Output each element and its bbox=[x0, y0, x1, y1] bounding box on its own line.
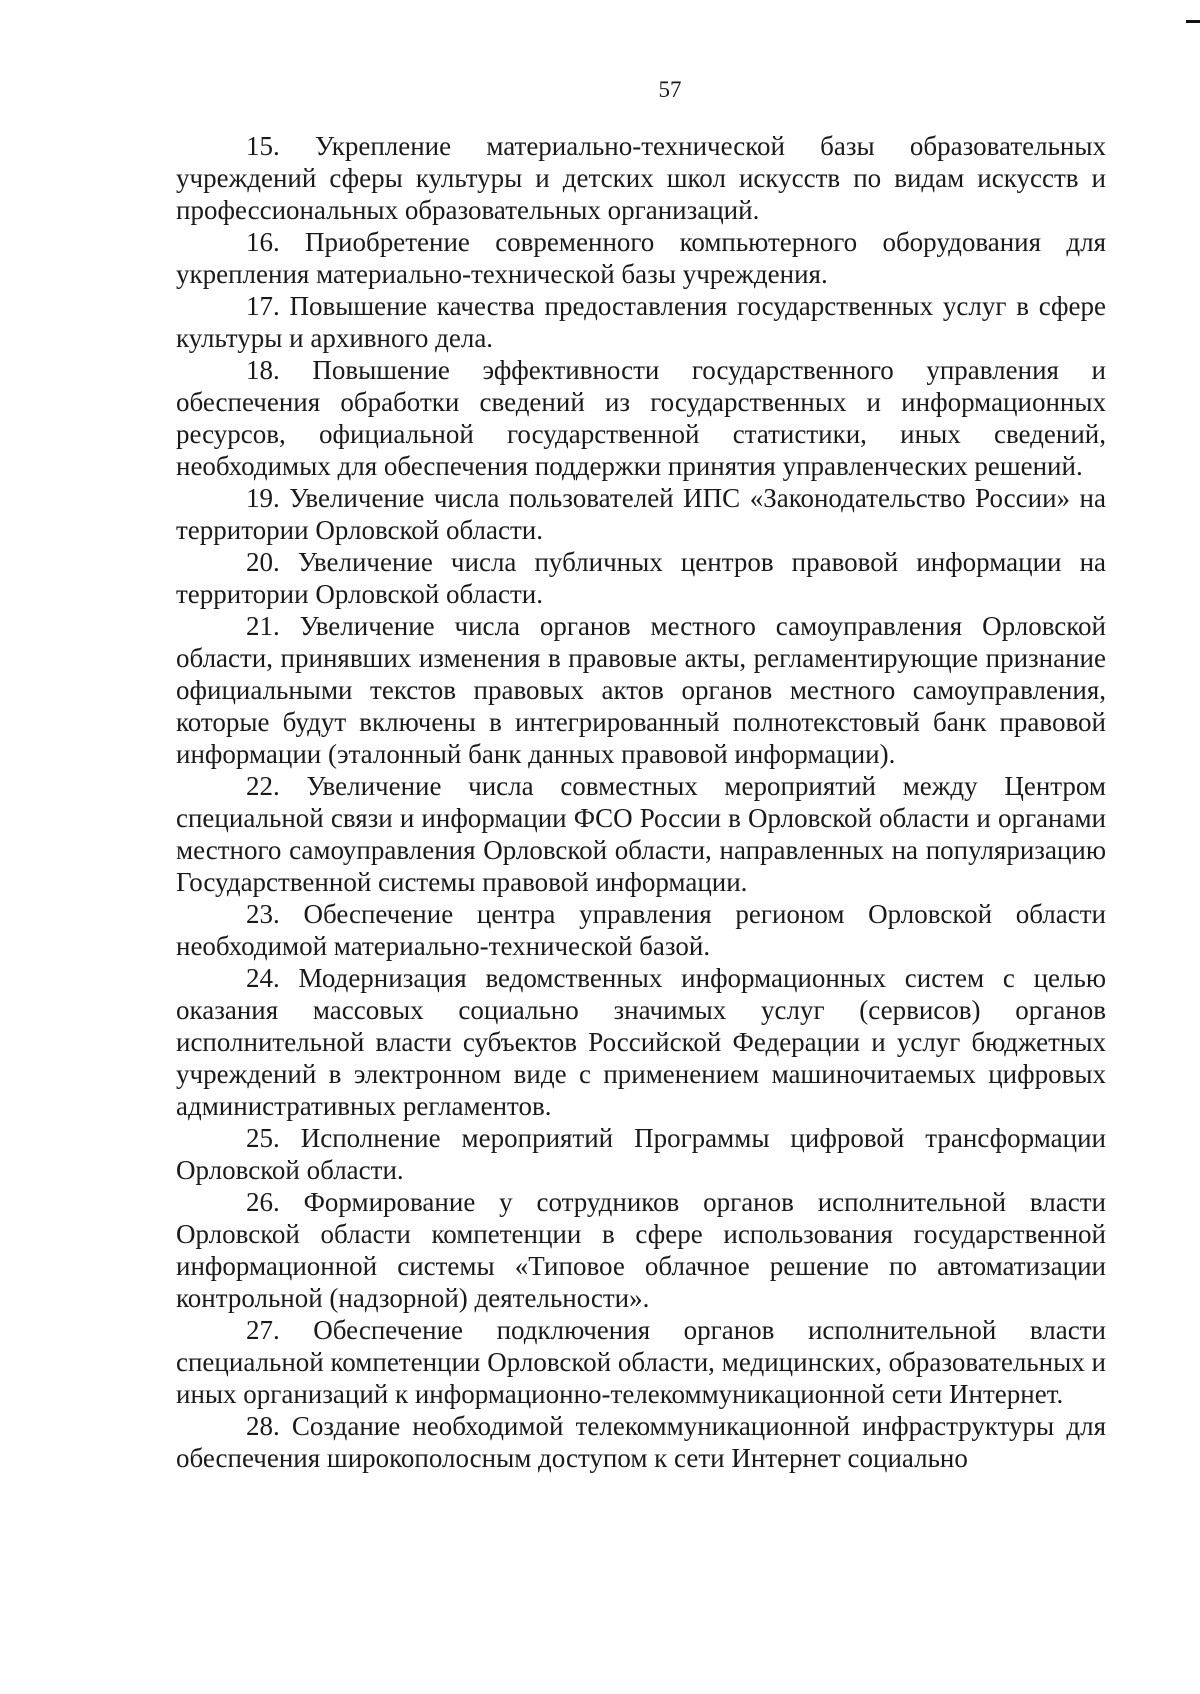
list-item-18: 18. Повышение эффективности государственного управления и обеспечения обработки сведений из государственных и информационных ресурсов, официальной государственной статистики, иных сведений, необходимых для обеспечения поддержки принятия управленческих решений. bbox=[176, 355, 1106, 481]
list-item-15: 15. Укрепление материально-технической базы образовательных учреждений сферы культуры и детских школ искусств по видам искусств и профессиональных образовательных организаций. bbox=[176, 131, 1106, 225]
list-item-27: 27. Обеспечение подключения органов исполнительной власти специальной компетенции Орловской области, медицинских, образовательных и иных организаций к информационно-телекоммуникационной сети Интернет. bbox=[176, 1315, 1106, 1409]
list-item-24: 24. Модернизация ведомственных информационных систем с целью оказания массовых социально значимых услуг (сервисов) органов исполнительной власти субъектов Российской Федерации и услуг бюджетных учреждений в электронном виде с применением машиночитаемых цифровых административных регламентов. bbox=[176, 963, 1106, 1121]
list-item-25: 25. Исполнение мероприятий Программы цифровой трансформации Орловской области. bbox=[176, 1123, 1106, 1185]
list-item-21: 21. Увеличение числа органов местного самоуправления Орловской области, принявших изменения в правовые акты, регламентирующие признание официальными текстов правовых актов органов местного самоуправления, которые будут включены в интегрированный полнотекстовый банк правовой информации (эталонный банк данных правовой информации). bbox=[176, 611, 1106, 769]
list-item-22: 22. Увеличение числа совместных мероприятий между Центром специальной связи и информации ФСО России в Орловской области и органами местного самоуправления Орловской области, направленных на популяризацию Государственной системы правовой информации. bbox=[176, 771, 1106, 897]
list-item-26: 26. Формирование у сотрудников органов исполнительной власти Орловской области компетенции в сфере использования государственной информационной системы «Типовое облачное решение по автоматизации контрольной (надзорной) деятельности». bbox=[176, 1187, 1106, 1313]
document-body bbox=[176, 130, 1106, 1474]
list-item-23: 23. Обеспечение центра управления регионом Орловской области необходимой материально-технической базой. bbox=[176, 899, 1106, 961]
list-item-28: 28. Создание необходимой телекоммуникационной инфраструктуры для обеспечения широкополосным доступом к сети Интернет социально bbox=[176, 1411, 1106, 1473]
list-item-19: 19. Увеличение числа пользователей ИПС «Законодательство России» на территории Орловской области. bbox=[176, 483, 1106, 545]
list-item-20: 20. Увеличение числа публичных центров правовой информации на территории Орловской области. bbox=[176, 547, 1106, 609]
page-number: 57 bbox=[658, 77, 682, 102]
list-item-16: 16. Приобретение современного компьютерного оборудования для укрепления материально-технической базы учреждения. bbox=[176, 227, 1106, 289]
scan-edge-mark bbox=[1186, 20, 1200, 23]
list-item-17: 17. Повышение качества предоставления государственных услуг в сфере культуры и архивного дела. bbox=[176, 291, 1106, 353]
